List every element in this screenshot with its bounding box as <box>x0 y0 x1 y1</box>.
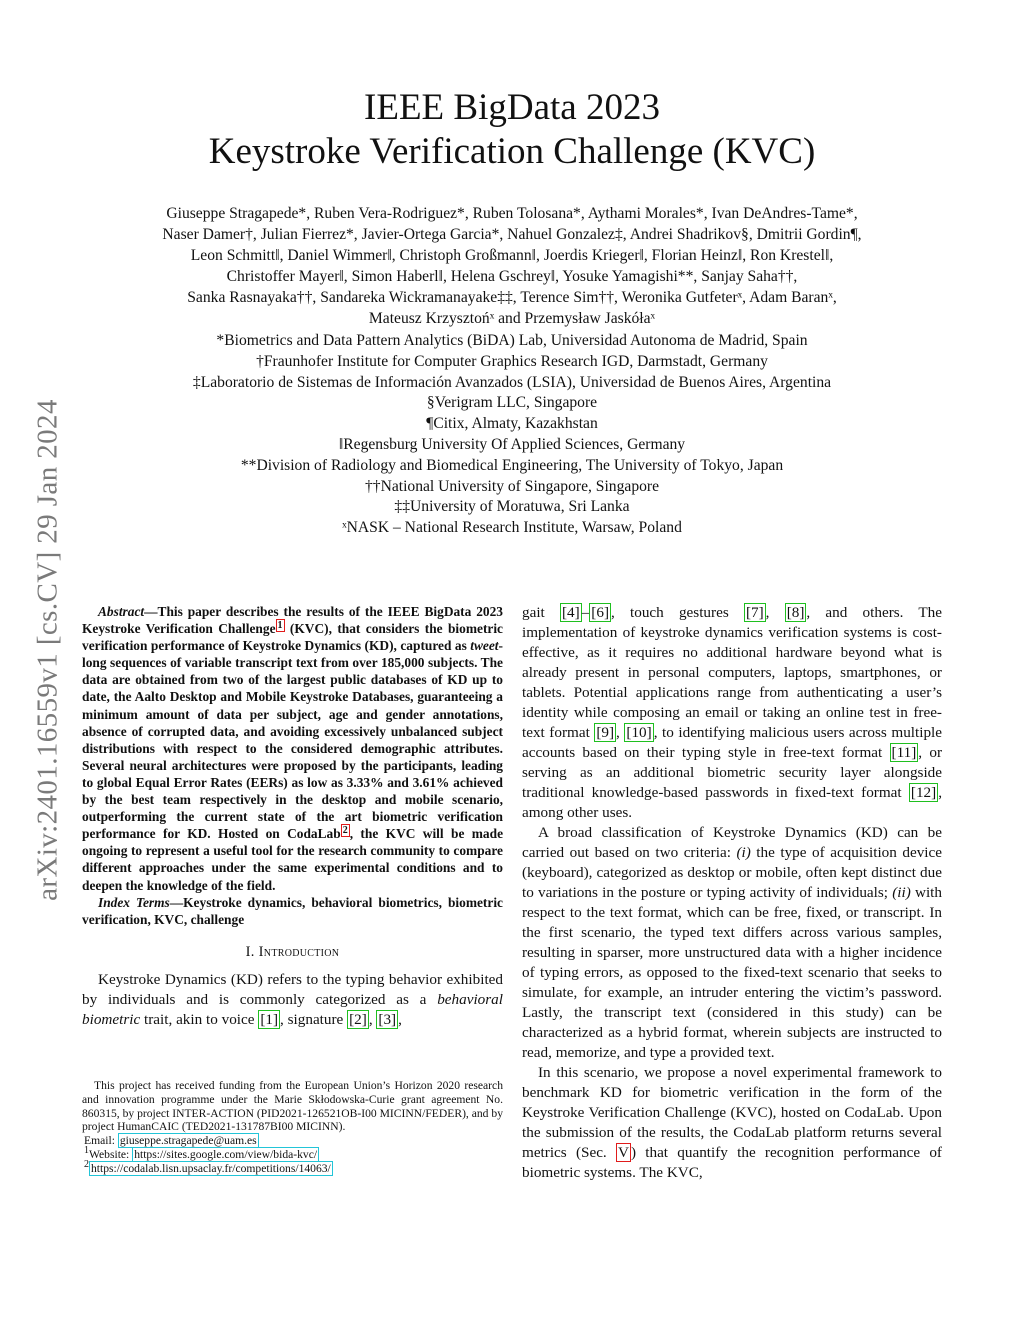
intro-emphasis: behavioral biometric <box>82 990 503 1028</box>
footnote-number: 2 <box>84 1158 89 1170</box>
index-terms-label: Index Terms <box>98 894 170 910</box>
author-list <box>95 203 929 329</box>
body-text: In this scenario, we propose a novel experimental framework to benchmark KD for biometric verification in the form of the Keystroke Verification Challenge (KVC), hosted on CodaLab. Upon the submission of the results, the CodaLab platform returns several metrics (Sec. <box>522 1064 942 1161</box>
abstract-text: -long sequences of variable transcript text from over 185,000 subjects. The data are obtained from two of the largest public databases of KD up to date, the Aalto Desktop and Mobile Keystroke Databases, guaranteeing a minimum amount of data per subject, age and gender annotations, absence of corrupted data, and avoiding excessively unbalanced subject distributions with respect to the considered demographic attributes. Several neural architectures were proposed by the participants, leading to global Equal Error Rates (EERs) as low as 3.33% and 3.61% achieved by the best team respectively in the desktop and mobile scenario, outperforming the current state of the art biometric verification performance for KD. Hosted on CodaLab <box>82 638 503 842</box>
email-note <box>82 1134 503 1148</box>
section-ref-link[interactable]: V <box>617 1144 629 1161</box>
body-text: , to identifying malicious users across multiple accounts based on their typing style in free-text format <box>522 724 942 761</box>
affiliation: †Fraunhofer Institute for Computer Graphics Research IGD, Darmstadt, Germany <box>256 352 768 370</box>
citation-link[interactable]: [8] <box>786 604 805 621</box>
footnote-ref-2[interactable]: 2 <box>342 824 348 836</box>
left-column <box>82 603 503 1030</box>
citation-link[interactable]: [12] <box>910 784 937 801</box>
intro-body <box>82 970 503 1030</box>
abstract-emphasis: tweet <box>470 638 499 654</box>
affiliation: ˣNASK – National Research Institute, Warsaw, Poland <box>342 519 682 537</box>
author-line: Mateusz Krzysztońˣ and Przemysław Jaskółaˣ <box>368 310 656 327</box>
funding-note: This project has received funding from the European Union’s Horizon 2020 research and innovation programme under the Marie Skłodowska-Curie grant agreement No. 860315, by project INTER-ACTION (PID2021-126521OB-I00 MICINN/FEDER), and by project HumanCAIC (TED2021-131787BI00 MICINN). <box>82 1079 503 1134</box>
citation-link[interactable]: [11] <box>891 744 917 761</box>
website-link[interactable]: https://sites.google.com/view/bida-kvc/ <box>134 1147 318 1161</box>
affiliation: *Biometrics and Data Pattern Analytics (BiDA) Lab, Universidad Autonoma de Madrid, Spain <box>216 332 808 349</box>
citation-link[interactable]: [9] <box>596 724 615 741</box>
arxiv-sidebar <box>18 360 78 940</box>
abstract-label: Abstract <box>98 604 145 619</box>
affiliation: **Division of Radiology and Biomedical Engineering, The University of Tokyo, Japan <box>240 456 784 474</box>
codalab-link[interactable]: https://codalab.lisn.upsaclay.fr/competitions/14063/ <box>91 1161 331 1175</box>
abstract-text: , the KVC will be made ongoing to represent a useful tool for the research community to compare different approaches under the same experimental conditions and to deepen the knowledge of the field. <box>82 826 504 893</box>
email-link[interactable]: giuseppe.stragapede@uam.es <box>119 1134 257 1148</box>
body-text: , or serving as an additional biometric security layer alongside traditional knowledge-based passwords in fixed-text format <box>522 744 942 801</box>
body-text: A broad classification of Keystroke Dynamics (KD) can be carried out based on two criteria: <box>522 824 942 861</box>
footnote-ref-1[interactable]: 1 <box>277 619 283 631</box>
intro-text: , signature <box>280 1010 348 1028</box>
citation-link[interactable]: [10] <box>626 724 652 741</box>
intro-text: trait, akin to voice <box>140 1010 259 1028</box>
intro-text: , <box>398 1010 402 1028</box>
footnote-label: Website: <box>89 1147 133 1161</box>
body-text: , and others. The implementation of keystroke dynamics verification systems is cost-effective, as it requires no additional hardware beyond what is already present in personal computers, laptops, smartphones, or tablets. Potential applications range from authenticating a user’s identity while composing an email or taking an online test in free-text format <box>522 604 943 741</box>
body-text: with respect to the text format, which can be free, fixed, or transcript. In the first scenario, the typed text differs across various samples, resulting in sparser, more unstructured data with a higher incidence of typing errors, as opposed to the fixed-text scenario that seeks to simulate, for example, an intruder entering the victim’s password. Lastly, the transcript text (considered in this study) can be characterized as a hybrid format, wherein subjects are instructed to read, memorize, and type a provided text. <box>522 884 942 1061</box>
affiliation: ‡Laboratorio de Sistemas de Información Avanzados (LSIA), Universidad de Buenos Aires, Argentina <box>192 373 832 391</box>
footnote-2 <box>82 1158 503 1176</box>
body-text: ) that quantify the recognition performance of biometric systems. The KVC, <box>522 1144 942 1181</box>
intro-text: , <box>368 1010 377 1028</box>
abstract-text: (KVC), that considers the biometric verification performance of Keystroke Dynamics (KD), captured as <box>82 621 504 654</box>
affiliation: ‡‡University of Moratuwa, Sri Lanka <box>394 498 630 516</box>
affiliation: §Verigram LLC, Singapore <box>426 394 598 412</box>
footnotes <box>82 1079 503 1176</box>
citation-link[interactable]: [6] <box>591 604 610 621</box>
citation-link[interactable]: [1] <box>260 1010 279 1028</box>
abstract: Abstract—This paper describes the results of the IEEE BigData 2023 Keystroke Verification Challenge $^1$ (KVC), that considers the biometric verification performance of Keystroke Dynamics (KD), captured as tweet-long sequences of variable transcript text from over 185,000 subjects. The data are obtained from two of the largest public databases of KD up to date, the Aalto Desktop and Mobile Keystroke Databases, guaranteeing a minimum amount of data per subject, age and gender annotations, absence of corrupted data, and avoiding excessively unbalanced subject distributions with respect to the considered demographic attributes. Several neural architectures were proposed by the participants, leading to global Equal Error Rates (EERs) as low as 3.33% and 3.61% achieved by the best team respectively in the desktop and mobile scenario, outperforming the current state of the art biometric verification performance for KD. Hosted on CodaLab $^2$ , the KVC will be made ongoing to represent a useful tool for the research community to compare different approaches under the same experimental conditions and to deepen the knowledge of the field. Index Terms—Keystroke dynamics, behavioral biometrics, biometric verification, KVC, challenge <box>82 604 504 927</box>
intro-text: Keystroke Dynamics (KD) refers to the typing behavior exhibited by individuals and is commonly categorized as a <box>82 970 503 1008</box>
affiliation-list <box>95 331 929 539</box>
section-number: I. <box>245 943 255 960</box>
paper-title <box>100 86 924 174</box>
body-text: the type of acquisition device (keyboard), categorized as desktop or mobile, often kept distinct due to variations in the posture or typing activity of individuals; <box>522 844 942 901</box>
arxiv-id: arXiv:2401.16559v1 [cs.CV] 29 Jan 2024 <box>31 399 64 901</box>
body-text: , <box>765 604 785 621</box>
index-terms: Keystroke dynamics, behavioral biometrics, biometric verification, KVC, challenge <box>82 894 503 927</box>
abstract-text: This paper describes the results of the IEEE BigData 2023 Keystroke Verification Challenge <box>82 604 503 637</box>
body-text: , <box>616 724 625 741</box>
citation-link[interactable]: [4] <box>561 604 580 621</box>
affiliation: ‖Regensburg University Of Applied Sciences, Germany <box>338 435 686 453</box>
title-line-2: Keystroke Verification Challenge (KVC) <box>208 131 816 172</box>
body-text: gait <box>522 604 560 621</box>
citation-link[interactable]: [2] <box>349 1010 367 1028</box>
body-text: , touch gestures <box>611 604 744 621</box>
author-line: Christoffer Mayer‖, Simon Haberl‖, Helena Gschrey‖, Yosuke Yamagishi**, Sanjay Saha††, <box>226 268 798 285</box>
body-emphasis: (i) <box>736 844 751 861</box>
body-text: – <box>581 604 590 621</box>
author-line: Sanka Rasnayaka††, Sandareka Wickramanayake‡‡, Terence Sim††, Weronika Gutfeterˣ, Adam Baranˣ, <box>187 289 837 306</box>
author-line: Giuseppe Stragapede*, Ruben Vera-Rodriguez*, Ruben Tolosana*, Aythami Morales*, Ivan DeAndres-Tame*, <box>166 205 858 222</box>
footnote-number: 1 <box>84 1145 89 1157</box>
citation-link[interactable]: [3] <box>378 1010 397 1028</box>
affiliation: ¶Citix, Almaty, Kazakhstan <box>426 415 598 433</box>
body-emphasis: (ii) <box>892 884 911 901</box>
footnote-1 <box>82 1145 503 1162</box>
right-column <box>522 603 942 1183</box>
section-heading <box>82 942 503 962</box>
author-line: Naser Damer†, Julian Fierrez*, Javier-Ortega Garcia*, Nahuel Gonzalez‡, Andrei Shadrikov§, Dmitrii Gordin¶, <box>162 226 862 243</box>
body-text: , among other uses. <box>522 784 942 821</box>
author-line: Leon Schmitt‖, Daniel Wimmer‖, Christoph Großmann‖, Joerdis Krieger‖, Florian Heinz‖, Ron Krestel‖, <box>190 247 834 264</box>
section-title: Introduction <box>258 943 340 960</box>
email-label: Email: <box>84 1134 118 1148</box>
citation-link[interactable]: [7] <box>745 604 764 621</box>
title-line-1: IEEE BigData 2023 <box>364 87 660 128</box>
affiliation: ††National University of Singapore, Singapore <box>364 477 660 495</box>
